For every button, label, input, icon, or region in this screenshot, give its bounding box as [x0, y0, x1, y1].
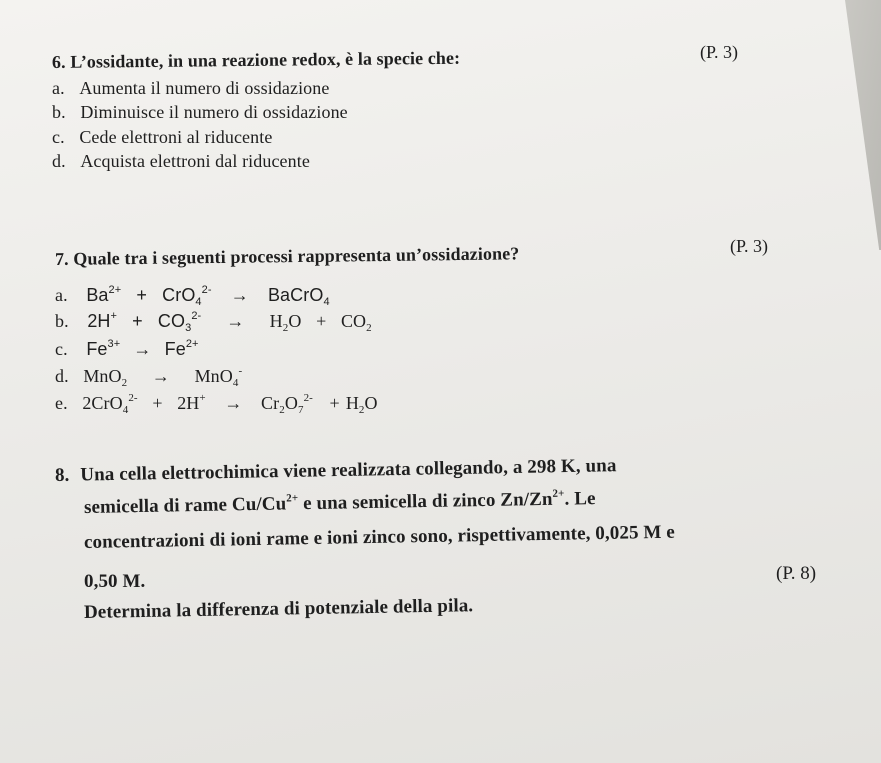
formula-sup: 2-: [128, 392, 138, 404]
q6-points: (P. 3): [700, 42, 739, 62]
q7-number: 7.: [54, 248, 69, 269]
formula-sup: +: [199, 392, 206, 404]
formula-sub: 4: [323, 296, 330, 308]
formula-part: CO: [157, 311, 186, 331]
formula-part: H: [345, 393, 359, 413]
arrow-icon: →: [230, 285, 249, 305]
q7-option-a: [55, 285, 330, 306]
formula-sub: 7: [297, 404, 304, 416]
formula-part: O: [288, 311, 302, 331]
q6-option-d: [52, 151, 310, 172]
q8-points: (P. 8): [776, 563, 817, 584]
formula-sup: 3+: [107, 338, 121, 350]
option-text: Acquista elettroni dal riducente: [80, 151, 310, 171]
q7-text: Quale tra i seguenti processi rappresenta un’ossidazione?: [73, 243, 520, 269]
formula-part: CrO: [162, 285, 196, 305]
formula-part: MnO: [194, 366, 233, 386]
option-text: Cede elettroni al riducente: [79, 127, 273, 147]
formula-part: Cr: [261, 393, 280, 413]
formula-part: Fe: [164, 339, 186, 359]
formula-sup: 2+: [185, 338, 199, 350]
formula-sup: 2-: [191, 310, 202, 322]
formula-sub: 2: [366, 322, 372, 334]
q7-option-b: [55, 311, 372, 332]
q7-points: (P. 3): [730, 236, 769, 256]
option-letter: c.: [55, 339, 68, 359]
q8-line3: concentrazioni di ioni rame e ioni zinco sono, rispettivamente, 0,025 M e: [83, 521, 676, 553]
formula-part: MnO: [83, 366, 122, 386]
option-text: Diminuisce il numero di ossidazione: [80, 102, 348, 122]
arrow-icon: →: [151, 366, 170, 386]
formula-part: 2CrO: [82, 393, 123, 413]
formula-sub: 3: [185, 322, 192, 334]
formula-sup: -: [238, 365, 243, 377]
formula-part: O: [284, 393, 298, 413]
option-letter: d.: [52, 151, 66, 171]
formula-sub: 4: [195, 296, 202, 308]
option-letter: a.: [52, 78, 65, 98]
plus-sign: +: [136, 285, 148, 305]
formula-sub: 2: [121, 377, 128, 389]
option-letter: c.: [52, 127, 65, 147]
q8-text: e una semicella di zinco: [302, 489, 496, 515]
formula-sub: 4: [122, 404, 129, 416]
option-text: Aumenta il numero di ossidazione: [79, 78, 330, 98]
option-letter: a.: [55, 285, 68, 305]
formula-sub: 2: [279, 404, 285, 416]
formula-part: Zn/Zn: [500, 488, 553, 511]
option-letter: e.: [55, 393, 68, 413]
formula-part: Ba: [86, 285, 109, 305]
q8-number: 8.: [54, 464, 70, 486]
plus-sign: +: [132, 311, 143, 331]
arrow-icon: →: [226, 311, 245, 331]
q6-option-c: [52, 127, 272, 148]
formula-sub: 4: [232, 377, 239, 389]
formula-part: H: [269, 311, 283, 331]
formula-part: 2H: [87, 311, 111, 331]
q8-text: . Le: [564, 488, 596, 510]
plus-sign: +: [329, 393, 340, 413]
formula-sub: 2: [282, 322, 289, 334]
plus-sign: +: [152, 393, 163, 413]
q8-text: semicella di rame: [83, 494, 228, 518]
formula-part: BaCrO: [267, 285, 324, 305]
q6-number: 6.: [51, 51, 66, 72]
plus-sign: +: [316, 311, 327, 331]
arrow-icon: →: [224, 393, 243, 413]
formula-sup: 2-: [201, 284, 212, 296]
formula-sup: 2-: [303, 392, 313, 404]
q6-title: [52, 48, 460, 73]
q6-option-b: [52, 102, 348, 123]
formula-part: CO: [340, 311, 367, 331]
formula-part: Cu/Cu: [231, 493, 287, 516]
q7-option-e: [55, 393, 378, 414]
q6-text: L’ossidante, in una reazione redox, è la specie che:: [70, 47, 461, 72]
formula-sup: +: [110, 310, 118, 322]
option-letter: b.: [55, 311, 69, 331]
arrow-icon: →: [133, 339, 152, 359]
formula-part: 2H: [177, 393, 200, 413]
formula-part: Fe: [86, 339, 108, 359]
option-letter: b.: [52, 102, 66, 122]
q8-line5: Determina la differenza di potenziale della pila.: [83, 595, 474, 623]
formula-part: O: [364, 393, 378, 413]
q6-option-a: [52, 78, 329, 99]
formula-sup: 2+: [108, 284, 122, 296]
option-letter: d.: [55, 366, 69, 386]
q8-line4: 0,50 M.: [84, 571, 146, 592]
formula-sup: 2+: [552, 487, 565, 500]
q7-option-d: [55, 366, 242, 387]
q8-text: Una cella elettrochimica viene realizzata collegando, a 298 K, una: [80, 455, 617, 486]
formula-sub: 2: [358, 404, 365, 416]
q7-option-c: [55, 339, 199, 360]
formula-sup: 2+: [286, 492, 299, 505]
